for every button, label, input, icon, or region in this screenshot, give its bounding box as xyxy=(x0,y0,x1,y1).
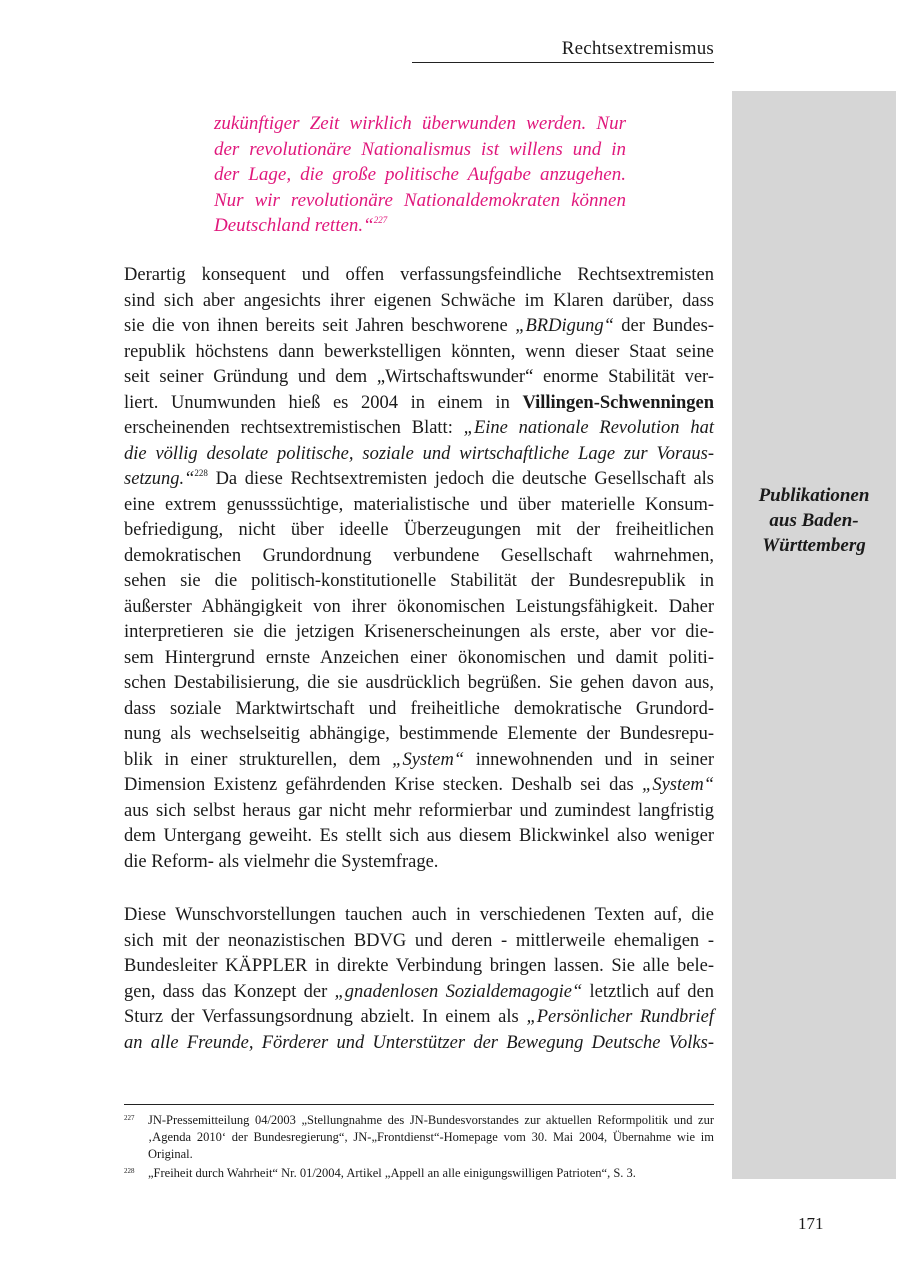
text-span: liert. Unumwunden hieß es 2004 in einem in xyxy=(124,392,523,413)
text-line xyxy=(124,391,714,417)
text-line: Bundesleiter KÄPPLER in direkte Verbindung bringen lassen. Sie alle bele- xyxy=(124,956,714,976)
text-line: Diese Wunschvorstellungen tauchen auch in verschiedenen Texten auf, die xyxy=(124,905,714,925)
text-span: erscheinenden rechtsextremistischen Blatt: xyxy=(124,418,464,438)
bold-place-name: Villingen-Schwenningen xyxy=(522,392,714,413)
running-header xyxy=(412,38,714,63)
text-line: dass soziale Marktwirtschaft und freiheitliche demokratische Grundord- xyxy=(124,698,714,719)
text-line: befriedigung, nicht über ideelle Überzeugungen mit der freiheitlichen xyxy=(124,520,714,540)
text-line: sind sich aber angesichts ihrer eigenen Schwäche im Klaren darüber, dass xyxy=(124,290,714,311)
text-line xyxy=(124,467,714,493)
text-line xyxy=(124,416,714,442)
sidebar-label-line: aus Baden- xyxy=(769,510,859,531)
text-line: demokratischen Grundordnung verbundene Gesellschaft wahrnehmen, xyxy=(124,545,714,566)
footnote-227 xyxy=(124,1112,714,1163)
text-span: Da diese Rechtsextremisten jedoch die deutsche Gesellschaft als xyxy=(207,469,714,489)
page-number: 171 xyxy=(798,1214,824,1233)
text-line: dem Untergang geweiht. Es stellt sich aus diesem Blickwinkel also weniger xyxy=(124,826,714,846)
footnote-divider xyxy=(124,1104,714,1105)
margin-sidebar xyxy=(732,91,896,1179)
footnote-ref[interactable]: 228 xyxy=(194,468,208,478)
text-line: schen Destabilisierung, die sie ausdrücklich begrüßen. Sie gehen davon aus, xyxy=(124,673,714,693)
text-line: äußerster Abhängigkeit von ihrer ökonomischen Leistungsfähigkeit. Daher xyxy=(124,596,714,617)
text-line: aus sich selbst heraus gar nicht mehr reformierbar und zumindest langfristig xyxy=(124,800,714,821)
text-line: eine extrem genusssüchtige, materialistische und über materielle Konsum- xyxy=(124,494,714,515)
emphasis-span: „Eine nationale Revolution hat xyxy=(463,418,714,438)
text-line xyxy=(124,748,714,774)
text-span: gen, dass das Konzept der xyxy=(124,981,335,1002)
sidebar-section-label xyxy=(732,483,896,558)
text-span: Sturz der Verfassungsordnung abzielt. In einem als xyxy=(124,1007,527,1027)
quote-line: der revolutionäre Nationalismus ist willens und in xyxy=(214,138,626,160)
text-line xyxy=(124,1031,714,1057)
footnote-number: 227 xyxy=(124,1114,135,1122)
quote-line: zukünftiger Zeit wirklich überwunden werden. Nur xyxy=(214,113,626,134)
sidebar-label-line: Württemberg xyxy=(762,535,866,556)
text-line: nung als wechselseitig abhängige, bestimmende Elemente der Bundesrepu- xyxy=(124,724,714,744)
footnote-228 xyxy=(124,1165,714,1182)
text-span: der Bundes- xyxy=(613,316,714,336)
emphasis-span: an alle Freunde, Förderer und Unterstützer der Bewegung Deutsche Volks- xyxy=(124,1032,714,1053)
emphasis-span: „System“ xyxy=(392,749,465,770)
quote-line-text: Deutschland retten.“ xyxy=(214,215,374,236)
text-line: republik höchstens dann bewerkstelligen könnten, wenn dieser Staat seine xyxy=(124,341,714,362)
text-line: interpretieren sie die jetzigen Krisenerscheinungen als erste, aber vor die- xyxy=(124,622,714,642)
footnotes xyxy=(124,1112,714,1182)
running-header-title: Rechtsextremismus xyxy=(561,38,714,59)
text-span: sie die von ihnen bereits seit Jahren beschworene xyxy=(124,316,516,336)
text-line xyxy=(124,773,714,799)
text-span: Dimension Existenz gefährdenden Krise stecken. Deshalb sei das xyxy=(124,775,643,795)
emphasis-span: „gnadenlosen Sozialdemagogie“ xyxy=(334,981,583,1002)
text-line xyxy=(124,442,714,468)
quote-line xyxy=(214,213,626,239)
text-line: sehen sie die politisch-konstitutionelle Stabilität der Bundesrepublik in xyxy=(124,571,714,591)
footnote-text: JN-Pressemitteilung 04/2003 „Stellungnahme des JN-Bundesvorstandes zur aktuellen Reformpolitik und zur ‚Agenda 2010‘ der Bundesregierung“, JN-„Frontdienst“-Homepage vom 30. Mai 2004, Übernahme wie im Original. xyxy=(148,1113,714,1161)
emphasis-span: die völlig desolate politische, soziale und wirtschaftliche Lage zur Voraus- xyxy=(124,443,714,464)
emphasis-span: „BRDigung“ xyxy=(515,316,614,336)
quote-line: Nur wir revolutionäre Nationaldemokraten können xyxy=(214,189,626,211)
quote-line: der Lage, die große politische Aufgabe anzugehen. xyxy=(214,164,626,185)
text-span: innewohnenden und in seiner xyxy=(464,749,715,770)
text-line: die Reform- als vielmehr die Systemfrage. xyxy=(124,851,439,872)
emphasis-span: „Persönlicher Rundbrief xyxy=(526,1007,715,1027)
emphasis-span: „System“ xyxy=(642,775,714,795)
text-line: sem Hintergrund ernste Anzeichen einer ökonomischen und damit politi- xyxy=(124,647,714,668)
paragraph-2 xyxy=(124,903,714,1056)
block-quote xyxy=(214,111,626,239)
text-line: sich mit der neonazistischen BDVG und deren - mittlerweile ehemaligen - xyxy=(124,930,714,951)
sidebar-label-line: Publikationen xyxy=(758,485,870,506)
text-line xyxy=(124,314,714,340)
footnote-text: „Freiheit durch Wahrheit“ Nr. 01/2004, Artikel „Appell an alle einigungswilligen Patrioten“, S. 3. xyxy=(148,1166,636,1180)
footnote-ref[interactable]: 227 xyxy=(373,215,388,225)
text-line: Derartig konsequent und offen verfassungsfeindliche Rechtsextremisten xyxy=(124,265,714,285)
footnote-number: 228 xyxy=(124,1167,135,1175)
emphasis-span: setzung.“ xyxy=(124,469,195,489)
paragraph-1 xyxy=(124,263,714,875)
text-span: letztlich auf den xyxy=(582,981,714,1002)
text-span: blik in einer strukturellen, dem xyxy=(124,749,393,770)
text-line xyxy=(124,1005,714,1031)
text-line xyxy=(124,980,714,1006)
text-line: seit seiner Gründung und dem „Wirtschaftswunder“ enorme Stabilität ver- xyxy=(124,367,714,387)
